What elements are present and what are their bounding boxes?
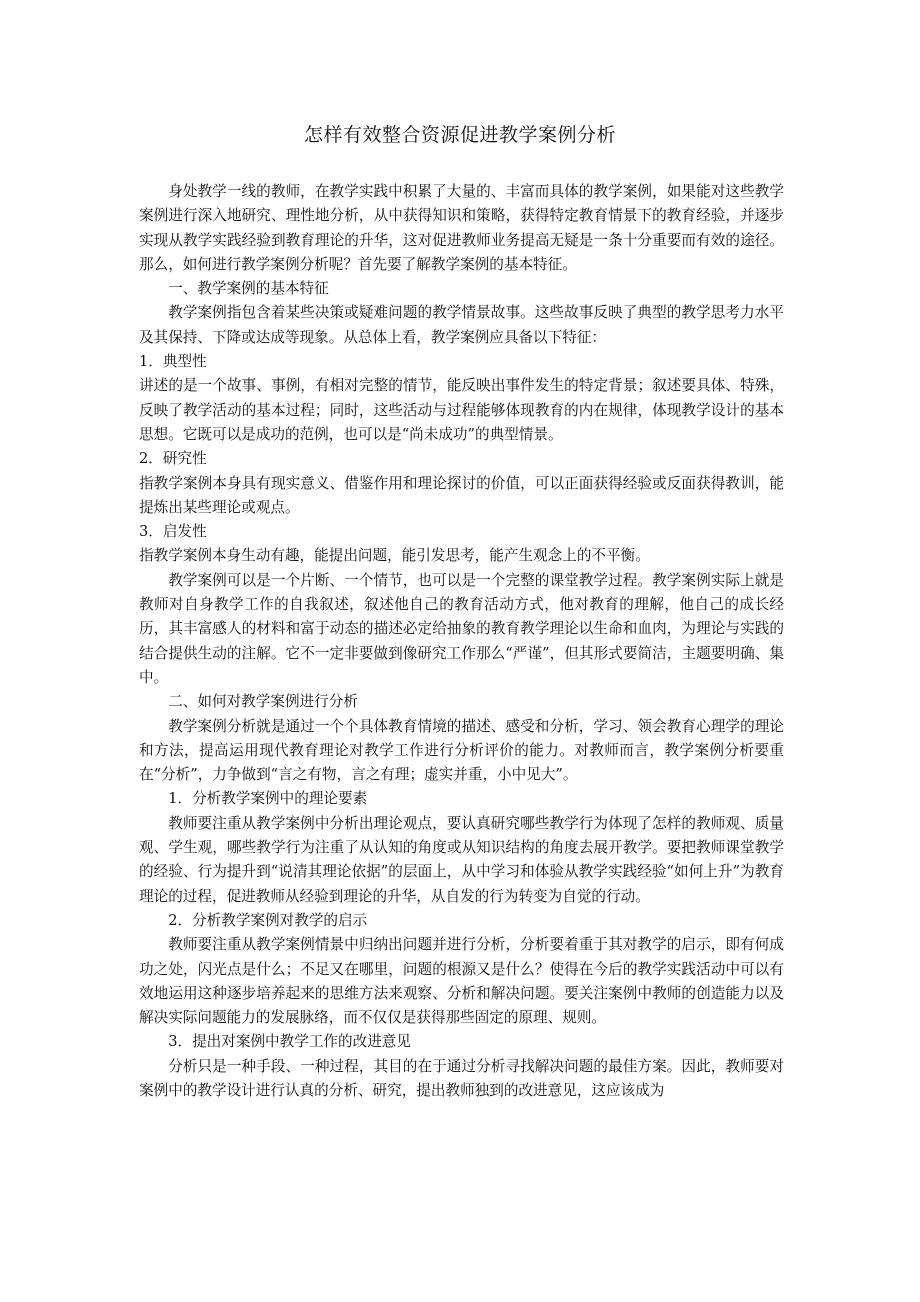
paragraph: 身处教学一线的教师，在教学实践中积累了大量的、丰富而具体的教学案例，如果能对这些教学案例进行深入地研究、理性地分析，从中获得知识和策略，获得特定教育情景下的教育经验，并逐步实现从教学实践经验到教育理论的升华，这对促进教师业务提高无疑是一条十分重要而有效的途径。那么，如何进行教学案例分析呢？首先要了解教学案例的基本特征。	[139, 183, 784, 273]
paragraph: 教师要注重从教学案例中分析出理论观点，要认真研究哪些教学行为体现了怎样的教师观、质量观、学生观，哪些教学行为注重了从认知的角度或从知识结构的角度去展开教学。要把教师课堂教学的经验、行为提升到“说清其理论依据”的层面上，从中学习和体验从教学实践经验“如何上升”为教育理论的过程，促进教师从经验到理论的升华，从自发的行为转变为自觉的行动。	[139, 814, 784, 905]
paragraph: 教学案例可以是一个片断、一个情节，也可以是一个完整的课堂教学过程。教学案例实际上就是教师对自身教学工作的自我叙述，叙述他自己的教育活动方式，他对教育的理解，他自己的成长经历，其丰富感人的材料和富于动态的描述必定给抽象的教育教学理论以生命和血肉，为理论与实践的结合提供生动的注解。它不一定非要做到像研究工作那么“严谨”，但其形式要简洁，主题要明确、集中。	[139, 571, 784, 686]
paragraph: 教师要注重从教学案例情景中归纳出问题并进行分析，分析要着重于其对教学的启示，即有何成功之处，闪光点是什么；不足又在哪里，问题的根源又是什么？使得在今后的教学实践活动中可以有效地运用这种逐步培养起来的思维方法来观察、分析和解决问题。要关注案例中教师的创造能力以及解决实际问题能力的发展脉络，而不仅仅是获得那些固定的原理、规则。	[139, 936, 784, 1027]
paragraph: 2．研究性	[139, 450, 207, 468]
paragraph: 教学案例分析就是通过一个个具体教育情境的描述、感受和分析，学习、领会教育心理学的理论和方法，提高运用现代教育理论对教学工作进行分析评价的能力。对教师而言，教学案例分析要重在“分析”，力争做到“言之有物，言之有理；虚实并重，小中见大”。	[139, 717, 784, 784]
document-title: 怎样有效整合资源促进教学案例分析	[303, 124, 616, 146]
paragraph: 3．启发性	[139, 523, 207, 541]
paragraph: 二、如何对教学案例进行分析	[168, 693, 358, 711]
document-body	[139, 180, 784, 1103]
paragraph: 指教学案例本身生动有趣，能提出问题，能引发思考，能产生观念上的不平衡。	[139, 547, 650, 565]
paragraph: 2．分析教学案例对教学的启示	[168, 911, 368, 929]
paragraph: 讲述的是一个故事、事例，有相对完整的情节，能反映出事件发生的特定背景；叙述要具体、特殊，反映了教学活动的基本过程；同时，这些活动与过程能够体现教育的内在规律，体现教学设计的基本思想。它既可以是成功的范例，也可以是“尚未成功”的典型情景。	[139, 377, 784, 443]
paragraph: 分析只是一种手段、一种过程，其目的在于通过分析寻找解决问题的最佳方案。因此，教师要对案例中的教学设计进行认真的分析、研究，提出教师独到的改进意见，这应该成为	[139, 1057, 784, 1099]
paragraph: 教学案例指包含着某些决策或疑难问题的教学情景故事。这些故事反映了典型的教学思考力水平及其保持、下降或达成等现象。从总体上看，教学案例应具备以下特征：	[139, 304, 784, 346]
paragraph: 3．提出对案例中教学工作的改进意见	[168, 1033, 411, 1051]
paragraph: 指教学案例本身具有现实意义、借鉴作用和理论探讨的价值，可以正面获得经验或反面获得教训，能提炼出某些理论或观点。	[139, 474, 784, 516]
paragraph: 1．分析教学案例中的理论要素	[168, 790, 368, 808]
paragraph: 1．典型性	[139, 353, 207, 371]
paragraph: 一、教学案例的基本特征	[168, 280, 329, 298]
